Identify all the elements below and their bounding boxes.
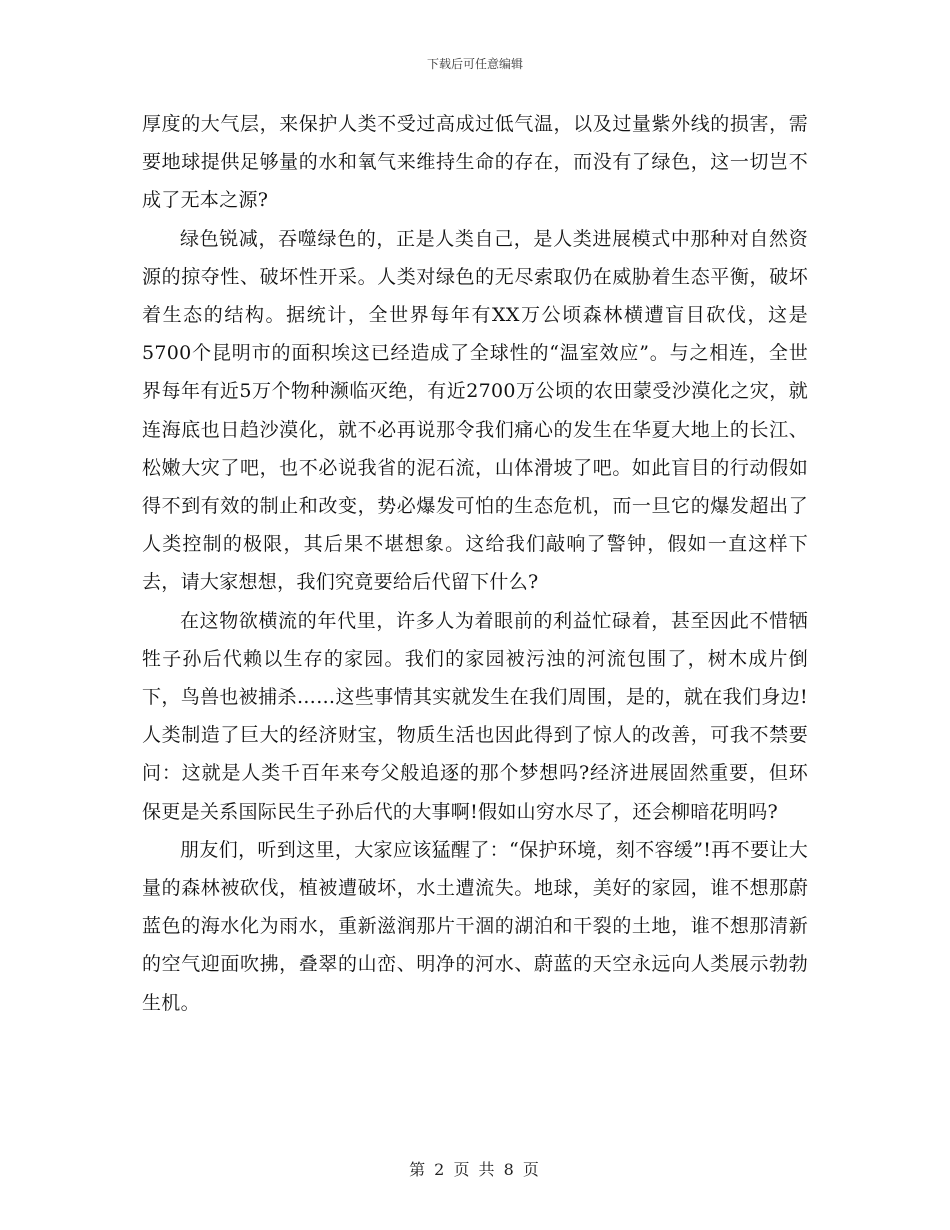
paragraph: 在这物欲横流的年代里，许多人为着眼前的利益忙碌着，甚至因此不惜牺牲子孙后代赖以生存的家园。我们的家园被污浊的河流包围了，树木成片倒下，鸟兽也被捕杀……这些事情其实就发生在我们周围，是的，就在我们身边!人类制造了巨大的经济财宝，物质生活也因此得到了惊人的改善，可我不禁要问：这就是人类千百年来夸父般追逐的那个梦想吗?经济进展固然重要，但环保更是关系国际民生子孙后代的大事啊!假如山穷水尽了，还会柳暗花明吗? (142, 609, 808, 823)
paragraph: 朋友们，听到这里，大家应该猛醒了：“保护环境，刻不容缓”!再不要让大量的森林被砍伐，植被遭破坏，水土遭流失。地球，美好的家园，谁不想那蔚蓝色的海水化为雨水，重新滋润那片干涸的湖泊和干裂的土地，谁不想那清新的空气迎面吹拂，叠翠的山峦、明净的河水、蔚蓝的天空永远向人类展示勃勃生机。 (142, 838, 808, 1014)
page-header: 下载后可任意编辑 (426, 57, 523, 71)
document-body (142, 105, 808, 1022)
paragraph: 绿色锐减，吞噬绿色的，正是人类自己，是人类进展模式中那种对自然资源的掠夺性、破坏性开采。人类对绿色的无尽索取仍在威胁着生态平衡，破坏着生态的结构。据统计，全世界每年有XX万公顷森林横遭盲目砍伐，这是5700个昆明市的面积埃这已经造成了全球性的“温室效应”。与之相连，全世界每年有近5万个物种濒临灭绝，有近2700万公顷的农田蒙受沙漠化之灾，就连海底也日趋沙漠化，就不必再说那令我们痛心的发生在华夏大地上的长江、松嫩大灾了吧，也不必说我省的泥石流，山体滑坡了吧。如此盲目的行动假如得不到有效的制止和改变，势必爆发可怕的生态危机，而一旦它的爆发超出了人类控制的极限，其后果不堪想象。这给我们敲响了警钟，假如一直这样下去，请大家想想，我们究竟要给后代留下什么? (142, 227, 808, 594)
page-number-footer: 第 2 页 共 8 页 (409, 1160, 541, 1179)
paragraph-continuation: 厚度的大气层，来保护人类不受过高成过低气温，以及过量紫外线的损害，需要地球提供足够量的水和氧气来维持生命的存在，而没有了绿色，这一切岂不成了无本之源? (142, 113, 808, 212)
